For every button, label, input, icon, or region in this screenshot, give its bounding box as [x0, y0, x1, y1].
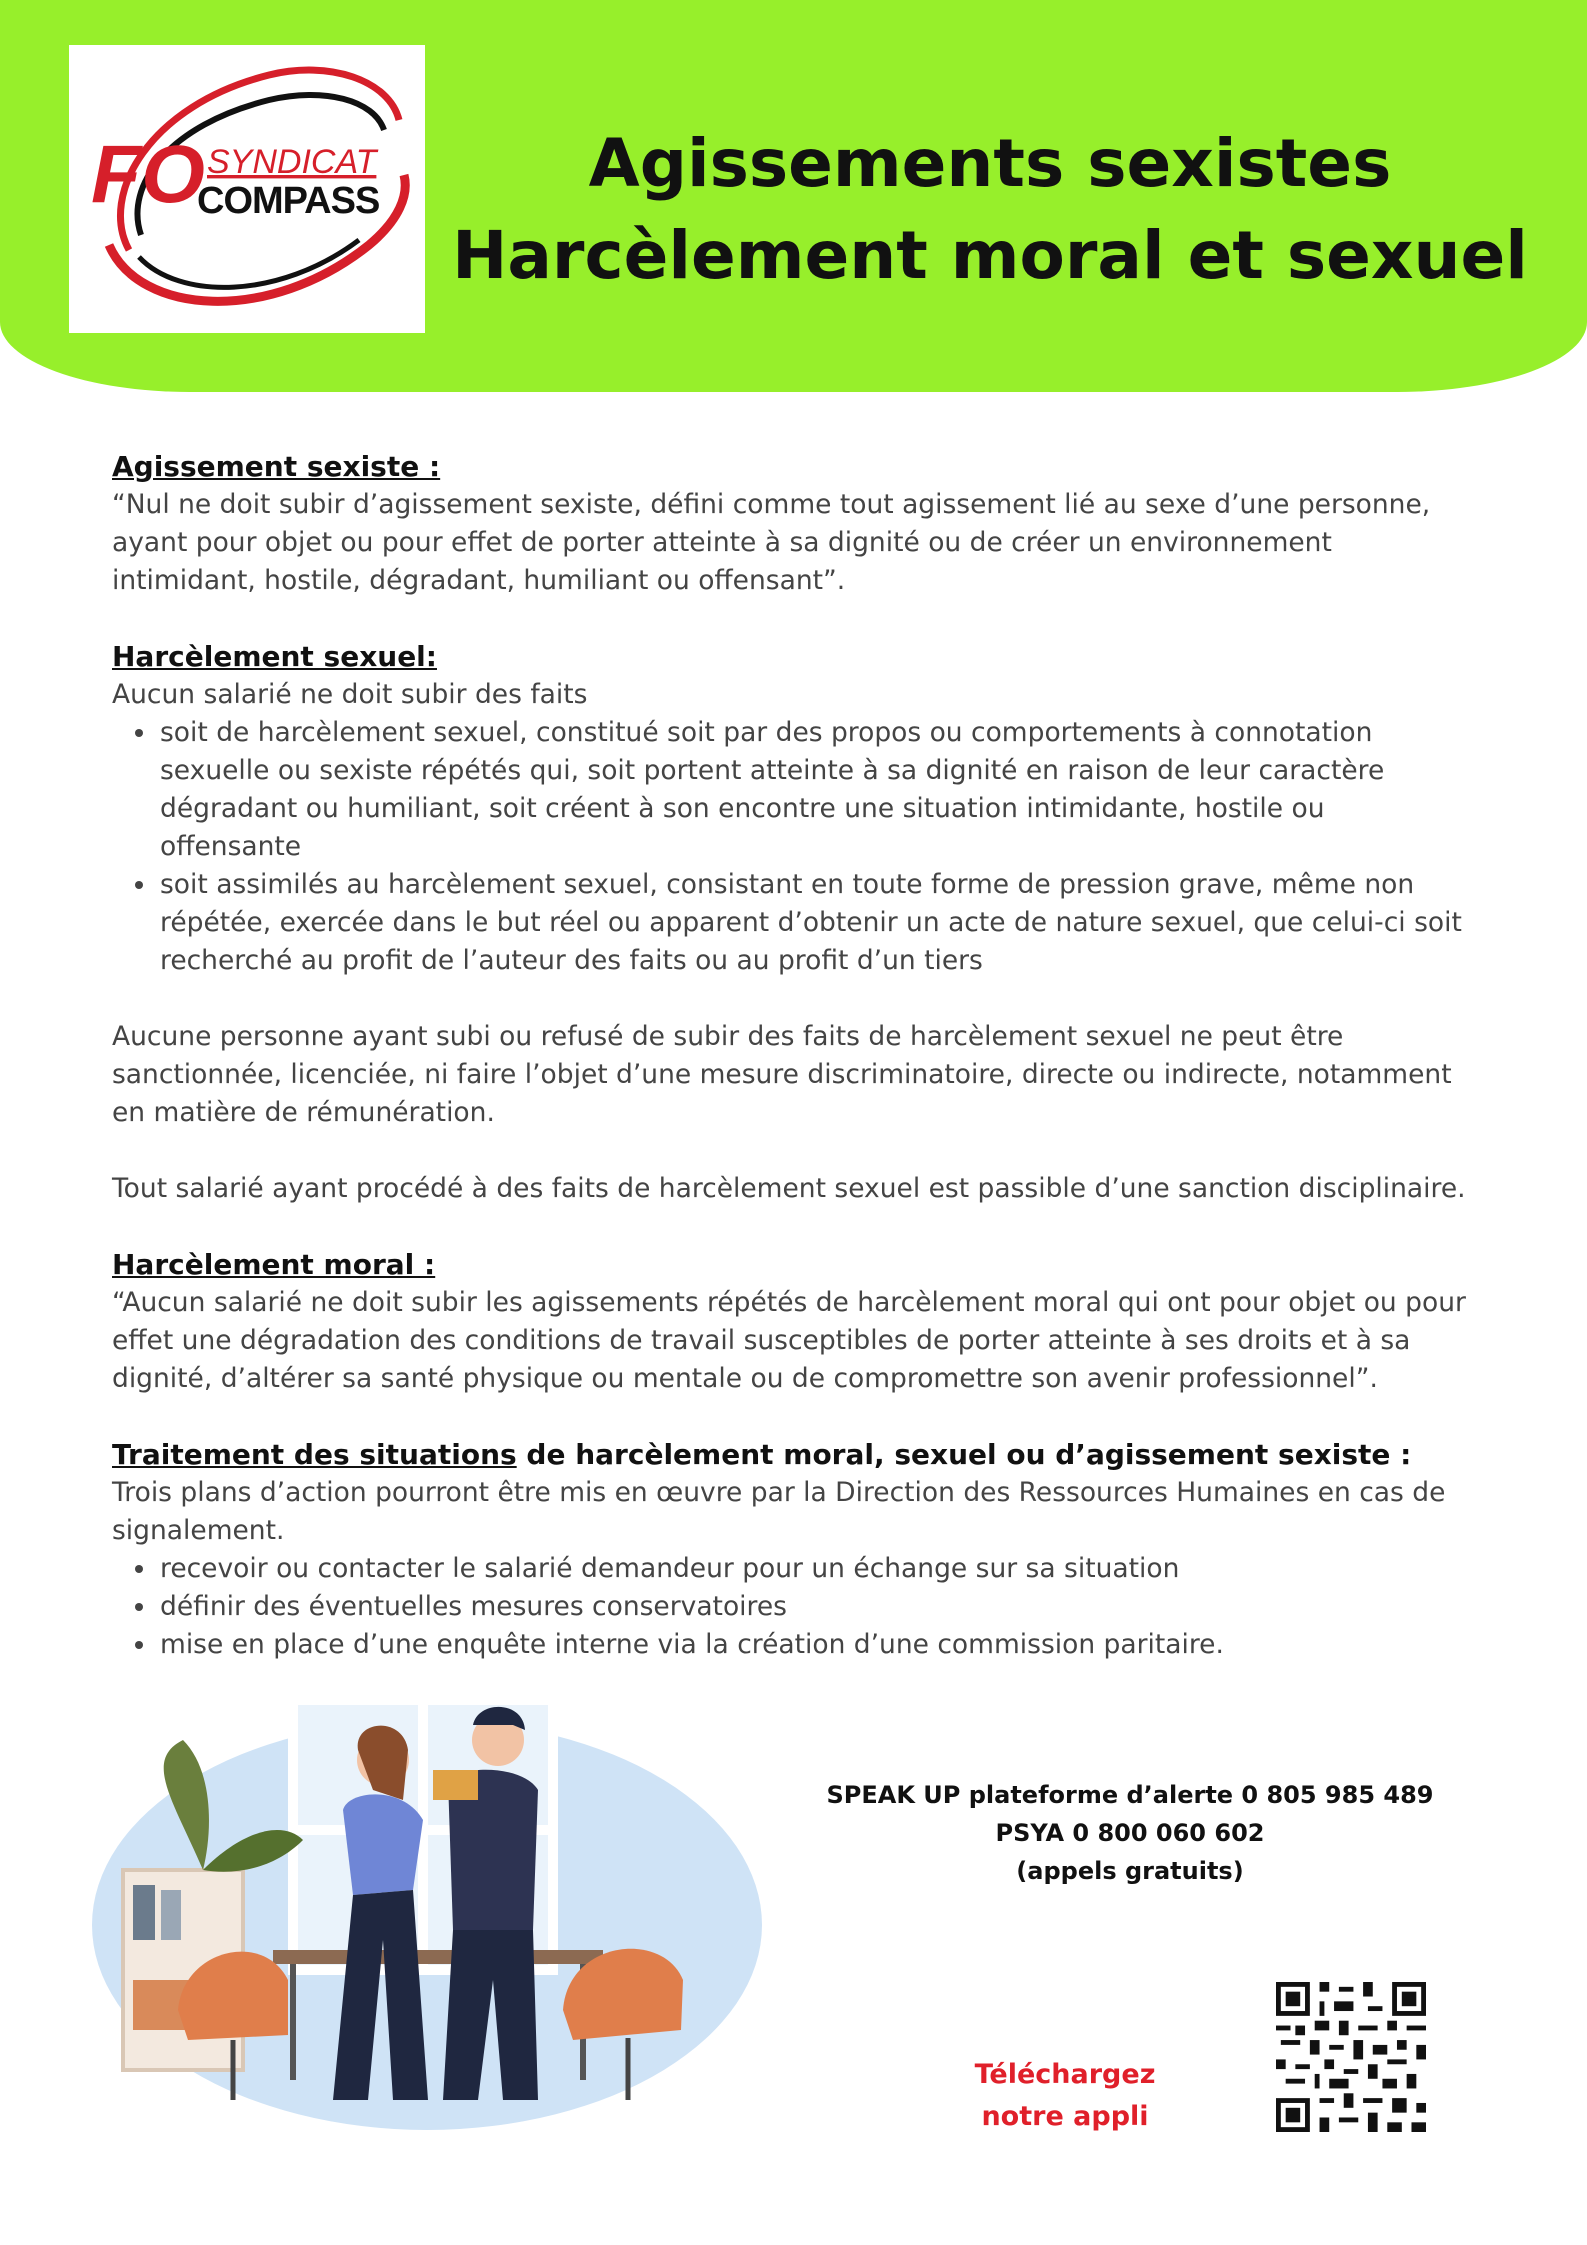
office-harassment-illustration: [83, 1680, 771, 2133]
list-item: • définir des éventuelles mesures conservatoires: [158, 1588, 1472, 1626]
contact-info: [820, 1776, 1440, 1890]
title-line-2: Harcèlement moral et sexuel: [452, 217, 1528, 294]
download-app-cta[interactable]: [930, 2054, 1200, 2138]
list-item: • soit assimilés au harcèlement sexuel, consistant en toute forme de pression grave, même non répétée, exercée dans le but réel ou apparent d’obtenir un acte de nature sexuel, que celui-ci soit recherché au profit de l’auteur des faits ou au profit d’un tiers: [158, 866, 1472, 980]
qr-code-icon[interactable]: [1274, 1982, 1428, 2132]
heading-agissement-sexiste: Agissement sexiste :: [112, 450, 441, 483]
title-line-1: Agissements sexistes: [588, 125, 1392, 202]
list-item: • soit de harcèlement sexuel, constitué soit par des propos ou comportements à connotation sexuelle ou sexiste répétés qui, soit portent atteinte à sa dignité en raison de leur caractère dégradant ou humiliant, soit créent à son encontre une situation intimidante, hostile ou offensante: [158, 714, 1472, 866]
list-harcelement-sexuel: [112, 714, 1472, 980]
psya-line: PSYA 0 800 060 602: [995, 1819, 1265, 1847]
paragraph-sanction: Tout salarié ayant procédé à des faits de harcèlement sexuel est passible d’une sanction disciplinaire.: [112, 1173, 1466, 1204]
page-title: [440, 118, 1540, 302]
intro-harcelement-sexuel: Aucun salarié ne doit subir des faits: [112, 679, 588, 710]
heading-traitement: [112, 1436, 1472, 1474]
heading-traitement-rest: de harcèlement moral, sexuel ou d’agissement sexiste :: [516, 1438, 1412, 1471]
fo-syndicat-compass-logo: [69, 45, 425, 333]
logo-fo-text: FO: [91, 129, 205, 220]
logo-compass-text: COMPASS: [197, 180, 380, 222]
paragraph-protection: Aucune personne ayant subi ou refusé de subir des faits de harcèlement sexuel ne peut être sanctionnée, licenciée, ni faire l’objet d’une mesure discriminatoire, directe ou indirecte, notamment en matière de rémunération.: [112, 1021, 1452, 1128]
list-traitement: [112, 1550, 1472, 1664]
text-harcelement-moral: “Aucun salarié ne doit subir les agissements répétés de harcèlement moral qui ont pour objet ou pour effet une dégradation des conditions de travail susceptibles de porter atteinte à ses droits et à sa dignité, d’altérer sa santé physique ou mentale ou de compromettre son avenir professionnel”.: [112, 1287, 1466, 1394]
heading-harcelement-moral: Harcèlement moral :: [112, 1248, 436, 1281]
main-content: [112, 448, 1472, 1664]
list-item: • mise en place d’une enquête interne via la création d’une commission paritaire.: [158, 1626, 1472, 1664]
logo-syndicat-text: SYNDICAT: [207, 143, 377, 181]
text-agissement-sexiste: “Nul ne doit subir d’agissement sexiste, défini comme tout agissement lié au sexe d’une personne, ayant pour objet ou pour effet de porter atteinte à sa dignité ou de créer un environnement intimidant, hostile, dégradant, humiliant ou offensant”.: [112, 489, 1431, 596]
download-line-1: Téléchargez: [974, 2059, 1156, 2090]
speak-up-line: SPEAK UP plateforme d’alerte 0 805 985 489: [826, 1781, 1434, 1809]
free-calls-line: (appels gratuits): [1016, 1857, 1244, 1885]
heading-traitement-underlined: Traitement des situations: [112, 1438, 517, 1471]
list-item: • recevoir ou contacter le salarié demandeur pour un échange sur sa situation: [158, 1550, 1472, 1588]
intro-traitement: Trois plans d’action pourront être mis en œuvre par la Direction des Ressources Humaines en cas de signalement.: [112, 1477, 1446, 1546]
heading-harcelement-sexuel: Harcèlement sexuel:: [112, 640, 437, 673]
download-line-2: notre appli: [981, 2101, 1149, 2132]
